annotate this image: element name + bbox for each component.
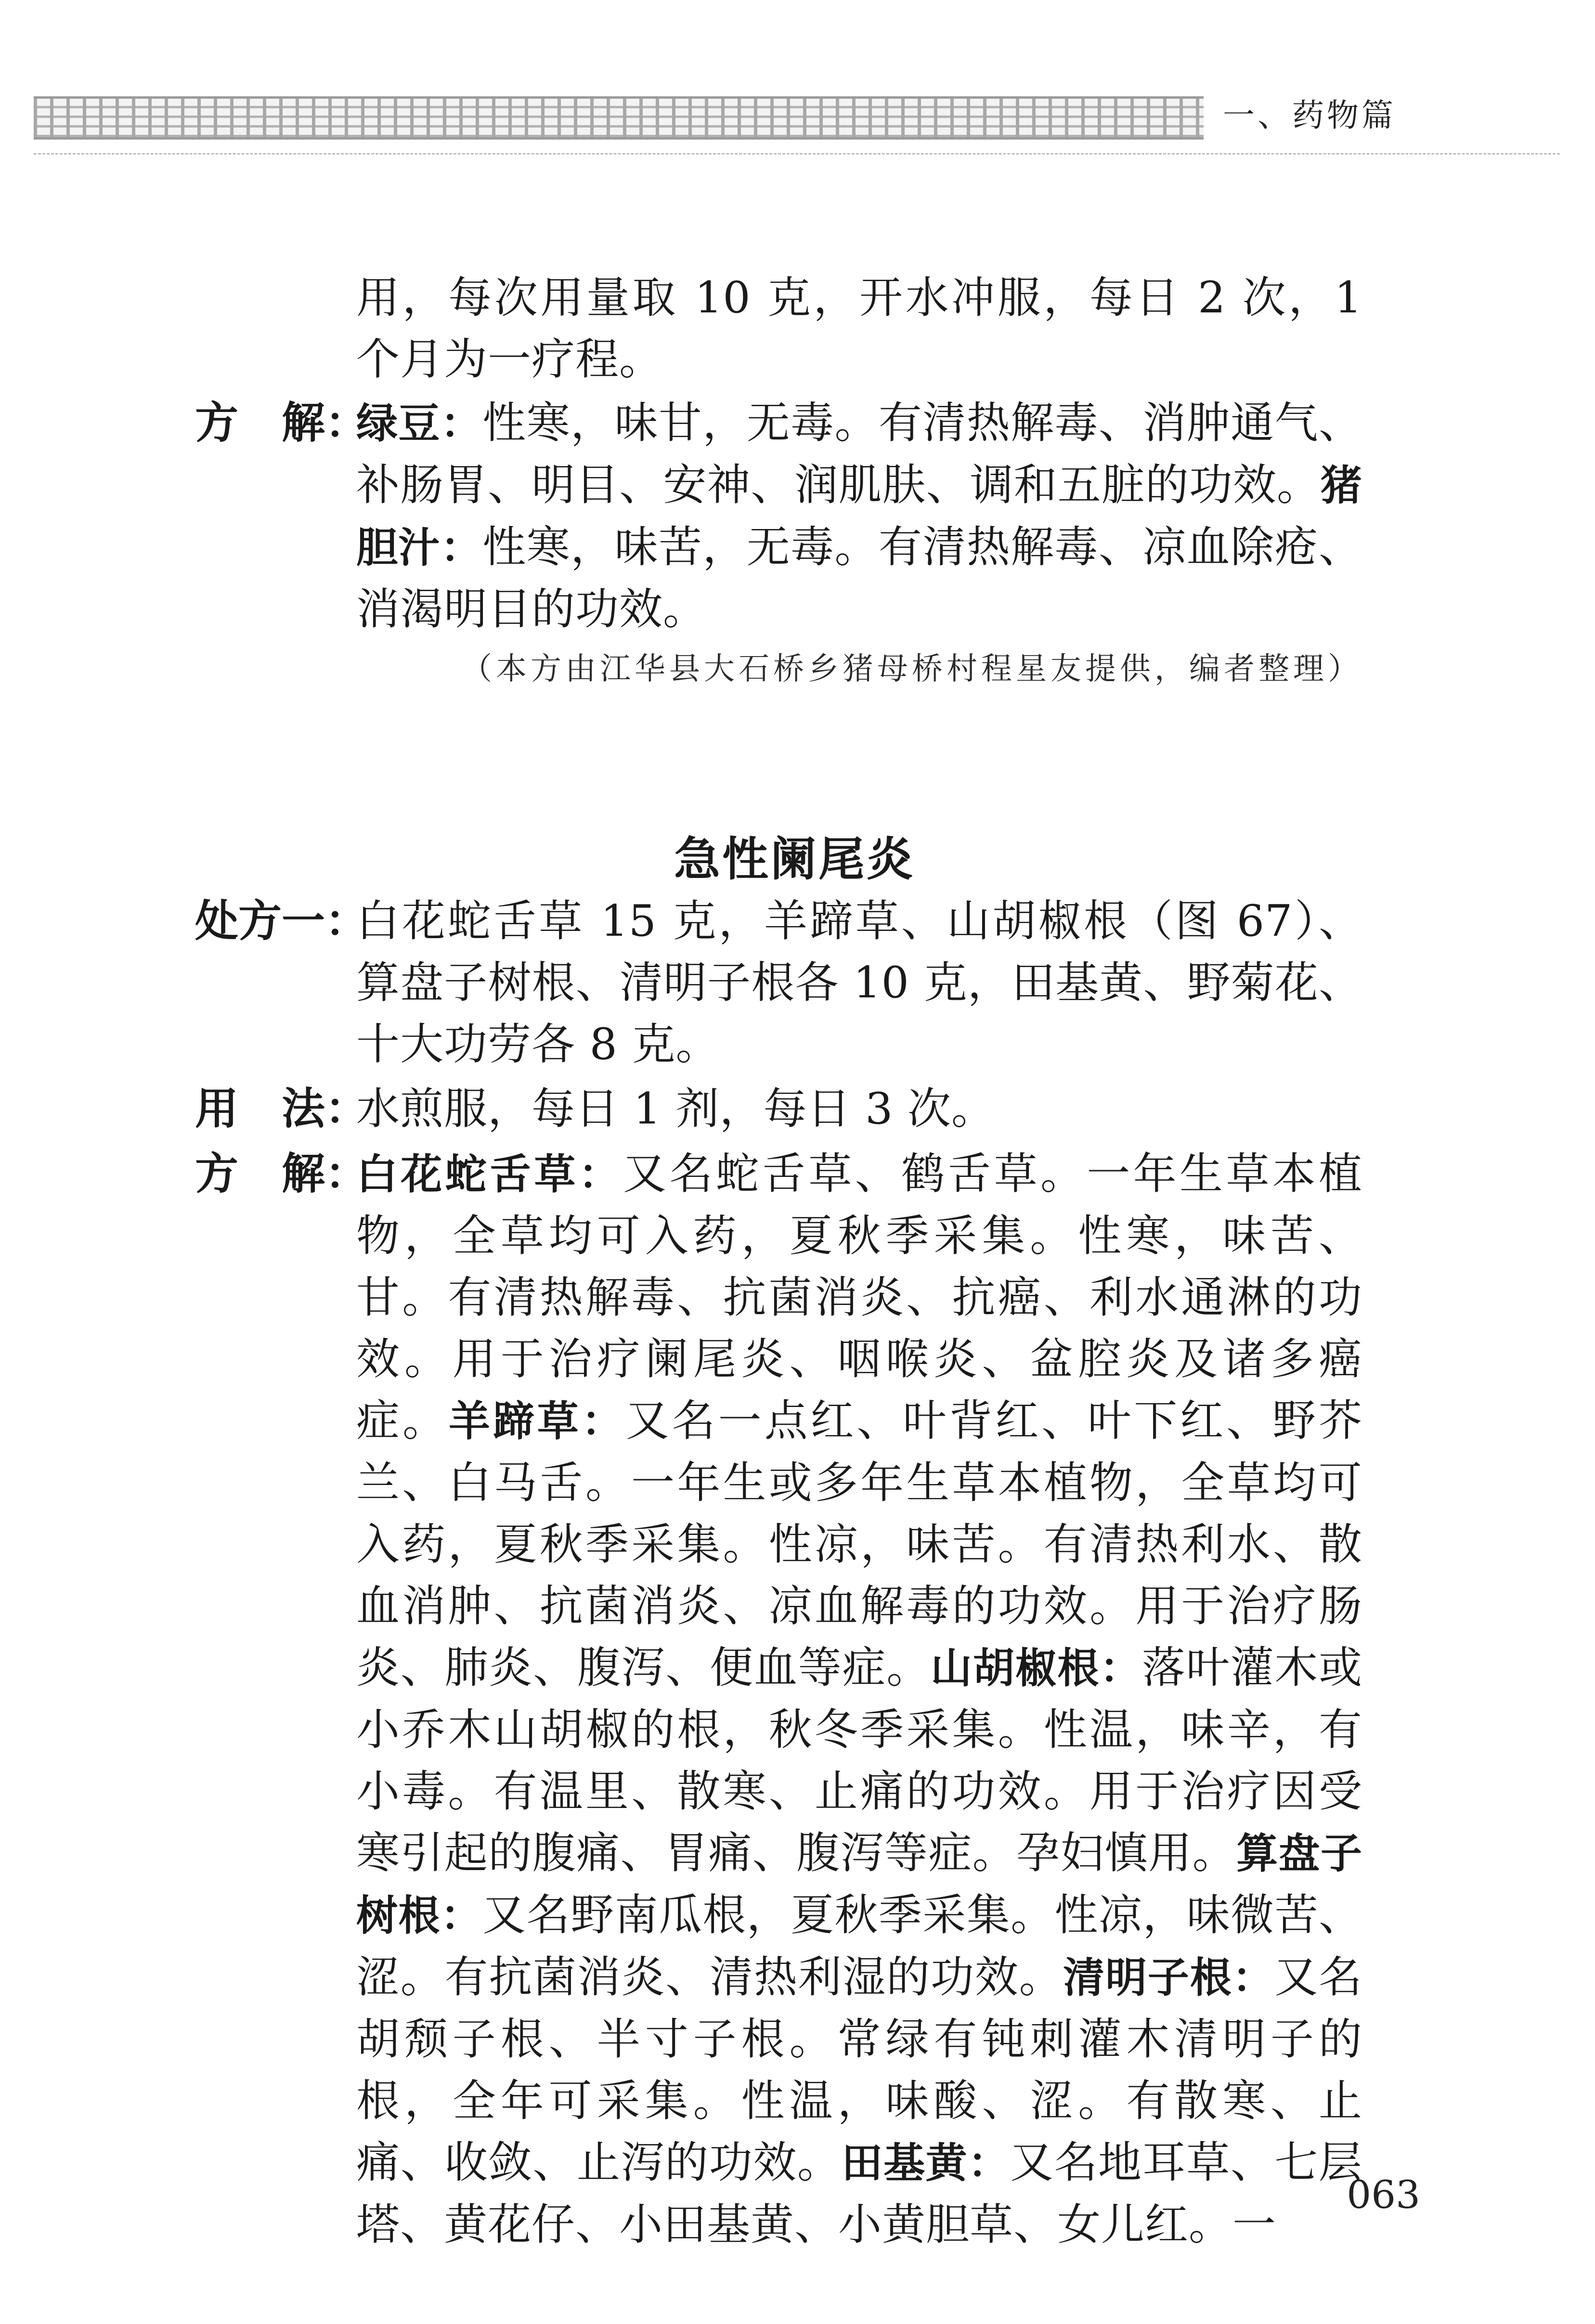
text-run: 性寒，味甘，无毒。有清热解毒、消肿通气、补肠胃、明目、安神、润肌肤、调和五脏的功效。 <box>356 398 1363 510</box>
label-explanation-1: 方 解： <box>195 398 368 448</box>
usage-paragraph <box>356 1078 1362 1140</box>
text-run: 又名胡颓子根、半寸子根。常绿有钝刺灌木清明子的根，全年可采集。性温，味酸、涩。有散寒、止痛、收敛、止泻的功效。 <box>356 1952 1363 2188</box>
text-run: 用，每次用量取 10 克，开水冲服，每日 2 次，1 个月为一疗程。 <box>356 272 1362 385</box>
continuation-paragraph <box>356 267 1362 390</box>
herb-name: 羊蹄草： <box>448 1397 626 1446</box>
text-run: 又名一点红、叶背红、叶下红、野芥兰、白马舌。一年生或多年生草本植物，全草均可入药，夏秋季采集。性凉，味苦。有清热利水、散血消肿、抗菌消炎、凉血解毒的功效。用于治疗肠炎、肺炎、腹泻、便血等症。 <box>356 1395 1363 1693</box>
herb-name: 绿豆： <box>356 400 483 448</box>
running-header-title: 一、药物篇 <box>1223 97 1396 134</box>
text-run: 白花蛇舌草 15 克，羊蹄草、山胡椒根（图 67）、算盘子树根、清明子根各 10 克，田基黄、野菊花、十大功劳各 8 克。 <box>356 896 1362 1070</box>
text-run: 又名蛇舌草、鹤舌草。一年生草本植物，全草均可入药，夏秋季采集。性寒，味苦、甘。有清热解毒、抗菌消炎、抗癌、利水通淋的功效。用于治疗阑尾炎、咽喉炎、盆腔炎及诸多癌症。 <box>356 1149 1362 1446</box>
explanation-paragraph-1 <box>356 392 1362 640</box>
header-rule <box>34 153 1560 155</box>
label-prescription-1: 处方一： <box>195 896 368 946</box>
text-run: 水煎服，每日 1 剂，每日 3 次。 <box>356 1084 995 1134</box>
herb-name: 山胡椒根： <box>931 1644 1142 1692</box>
text-run: 性寒，味苦，无毒。有清热解毒、凉血除疮、消渴明目的功效。 <box>356 522 1363 634</box>
herb-name: 清明子根： <box>1063 1954 1275 2002</box>
text-run: 又名地耳草、七层塔、黄花仔、小田基黄、小黄胆草、女儿红。一 <box>356 2137 1363 2250</box>
header-ornament-band <box>34 96 1204 140</box>
text-run: 落叶灌木或小乔木山胡椒的根，秋冬季采集。性温，味辛，有小毒。有温里、散寒、止痛的功效。用于治疗因受寒引起的腹痛、胃痛、腹泻等症。孕妇慎用。 <box>356 1642 1363 1878</box>
page-number: 063 <box>1347 2172 1420 2217</box>
label-explanation-2: 方 解： <box>195 1149 368 1199</box>
explanation-paragraph-2 <box>356 1143 1362 2256</box>
prescription-paragraph <box>356 891 1362 1075</box>
herb-name: 猪胆汁： <box>356 462 1362 572</box>
source-credit: （本方由江华县大石桥乡猪母桥村程星友提供，编者整理） <box>461 651 1362 687</box>
herb-name: 田基黄： <box>841 2139 1010 2187</box>
herb-name: 白花蛇舌草： <box>356 1150 623 1199</box>
label-usage: 用 法： <box>195 1084 368 1134</box>
herb-name: 算盘子树根： <box>356 1830 1363 1940</box>
section-heading: 急性阑尾炎 <box>674 832 915 886</box>
text-run: 又名野南瓜根，夏秋季采集。性凉，味微苦、涩。有抗菌消炎、清热利湿的功效。 <box>356 1890 1363 2002</box>
